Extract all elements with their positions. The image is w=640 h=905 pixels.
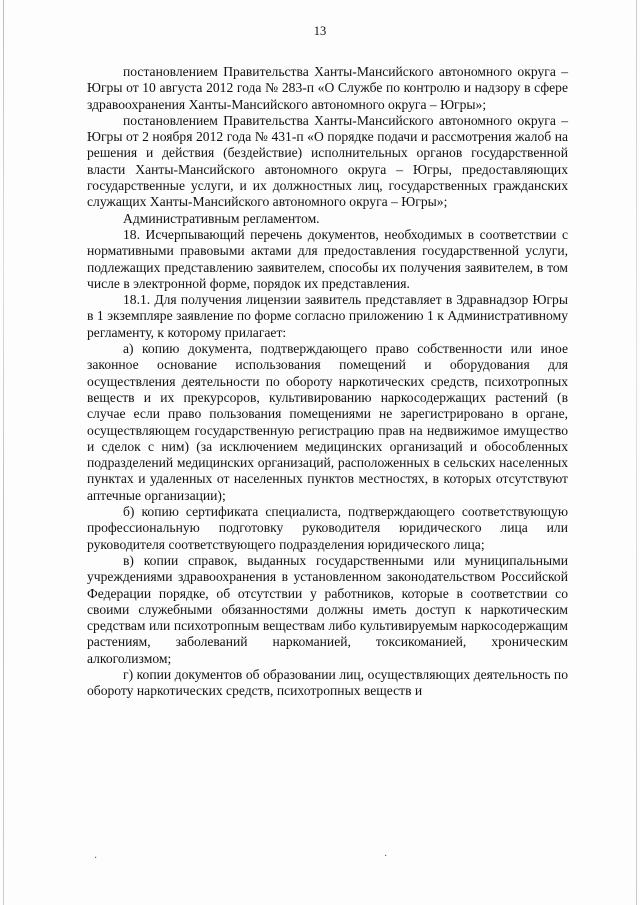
paragraph-item-v: в) копии справок, выданных государственными или муниципальными учреждениями здравоохранения в установленном законодательством Российской Федерации порядке, об отсутствии у работников, которые в соответствии со своими служебными обязанностями должны иметь доступ к наркотическим средствам или психотропным веществам либо культивируемым наркосодержащим растениям, заболеваний наркоманией, токсикоманией, хроническим алкоголизмом; (87, 552, 568, 666)
paragraph-section-18: 18. Исчерпывающий перечень документов, необходимых в соответствии с нормативными правовыми актами для предоставления государственной услуги, подлежащих представлению заявителем, способы их получения заявителем, в том числе в электронной форме, порядок их представления. (87, 226, 568, 291)
paragraph-item-g: г) копии документов об образовании лиц, осуществляющих деятельность по обороту наркотических средств, психотропных веществ и (87, 666, 568, 699)
scan-speck: · (384, 851, 388, 862)
scan-edge-left (3, 0, 4, 905)
paragraph-resolution-431: постановлением Правительства Ханты-Мансийского автономного округа – Югры от 2 ноября 2012 года № 431-п «О порядке подачи и рассмотрения жалоб на решения и действия (бездействие) исполнительных органов государственной власти Ханты-Мансийского автономного округа – Югры, предоставляющих государственные услуги, и их должностных лиц, государственных гражданских служащих Ханты-Мансийского автономного округа – Югры»; (87, 112, 568, 210)
document-body (87, 64, 568, 700)
paragraph-resolution-283: постановлением Правительства Ханты-Мансийского автономного округа – Югры от 10 августа 2012 года № 283-п «О Службе по контролю и надзору в сфере здравоохранения Ханты-Мансийского автономного округа – Югры»; (87, 64, 568, 112)
page-number: 13 (313, 24, 327, 38)
scan-speck: · (94, 853, 98, 864)
paragraph-item-a: а) копию документа, подтверждающего право собственности или иное законное основание использования помещений и оборудования для осуществления деятельности по обороту наркотических средств, психотропных веществ и их прекурсоров, культивированию наркосодержащих растений (в случае если право пользования помещениями не зарегистрировано в органе, осуществляющем государственную регистрацию прав на недвижимое имущество и сделок с ним) (за исключением медицинских организаций и обособленных подразделений медицинских организаций, расположенных в сельских населенных пунктах и удаленных от населенных пунктов местностях, в которых отсутствуют аптечные организации); (87, 341, 568, 503)
scan-edge-right (636, 0, 637, 905)
paragraph-admin-regulation: Административным регламентом. (123, 210, 320, 226)
paragraph-item-b: б) копию сертификата специалиста, подтверждающего соответствующую профессиональную подготовку руководителя юридического лица или руководителя соответствующего подразделения юридического лица; (87, 504, 568, 552)
paragraph-section-18-1: 18.1. Для получения лицензии заявитель представляет в Здравнадзор Югры в 1 экземпляре заявление по форме согласно приложению 1 к Административному регламенту, к которому прилагает: (87, 292, 568, 340)
